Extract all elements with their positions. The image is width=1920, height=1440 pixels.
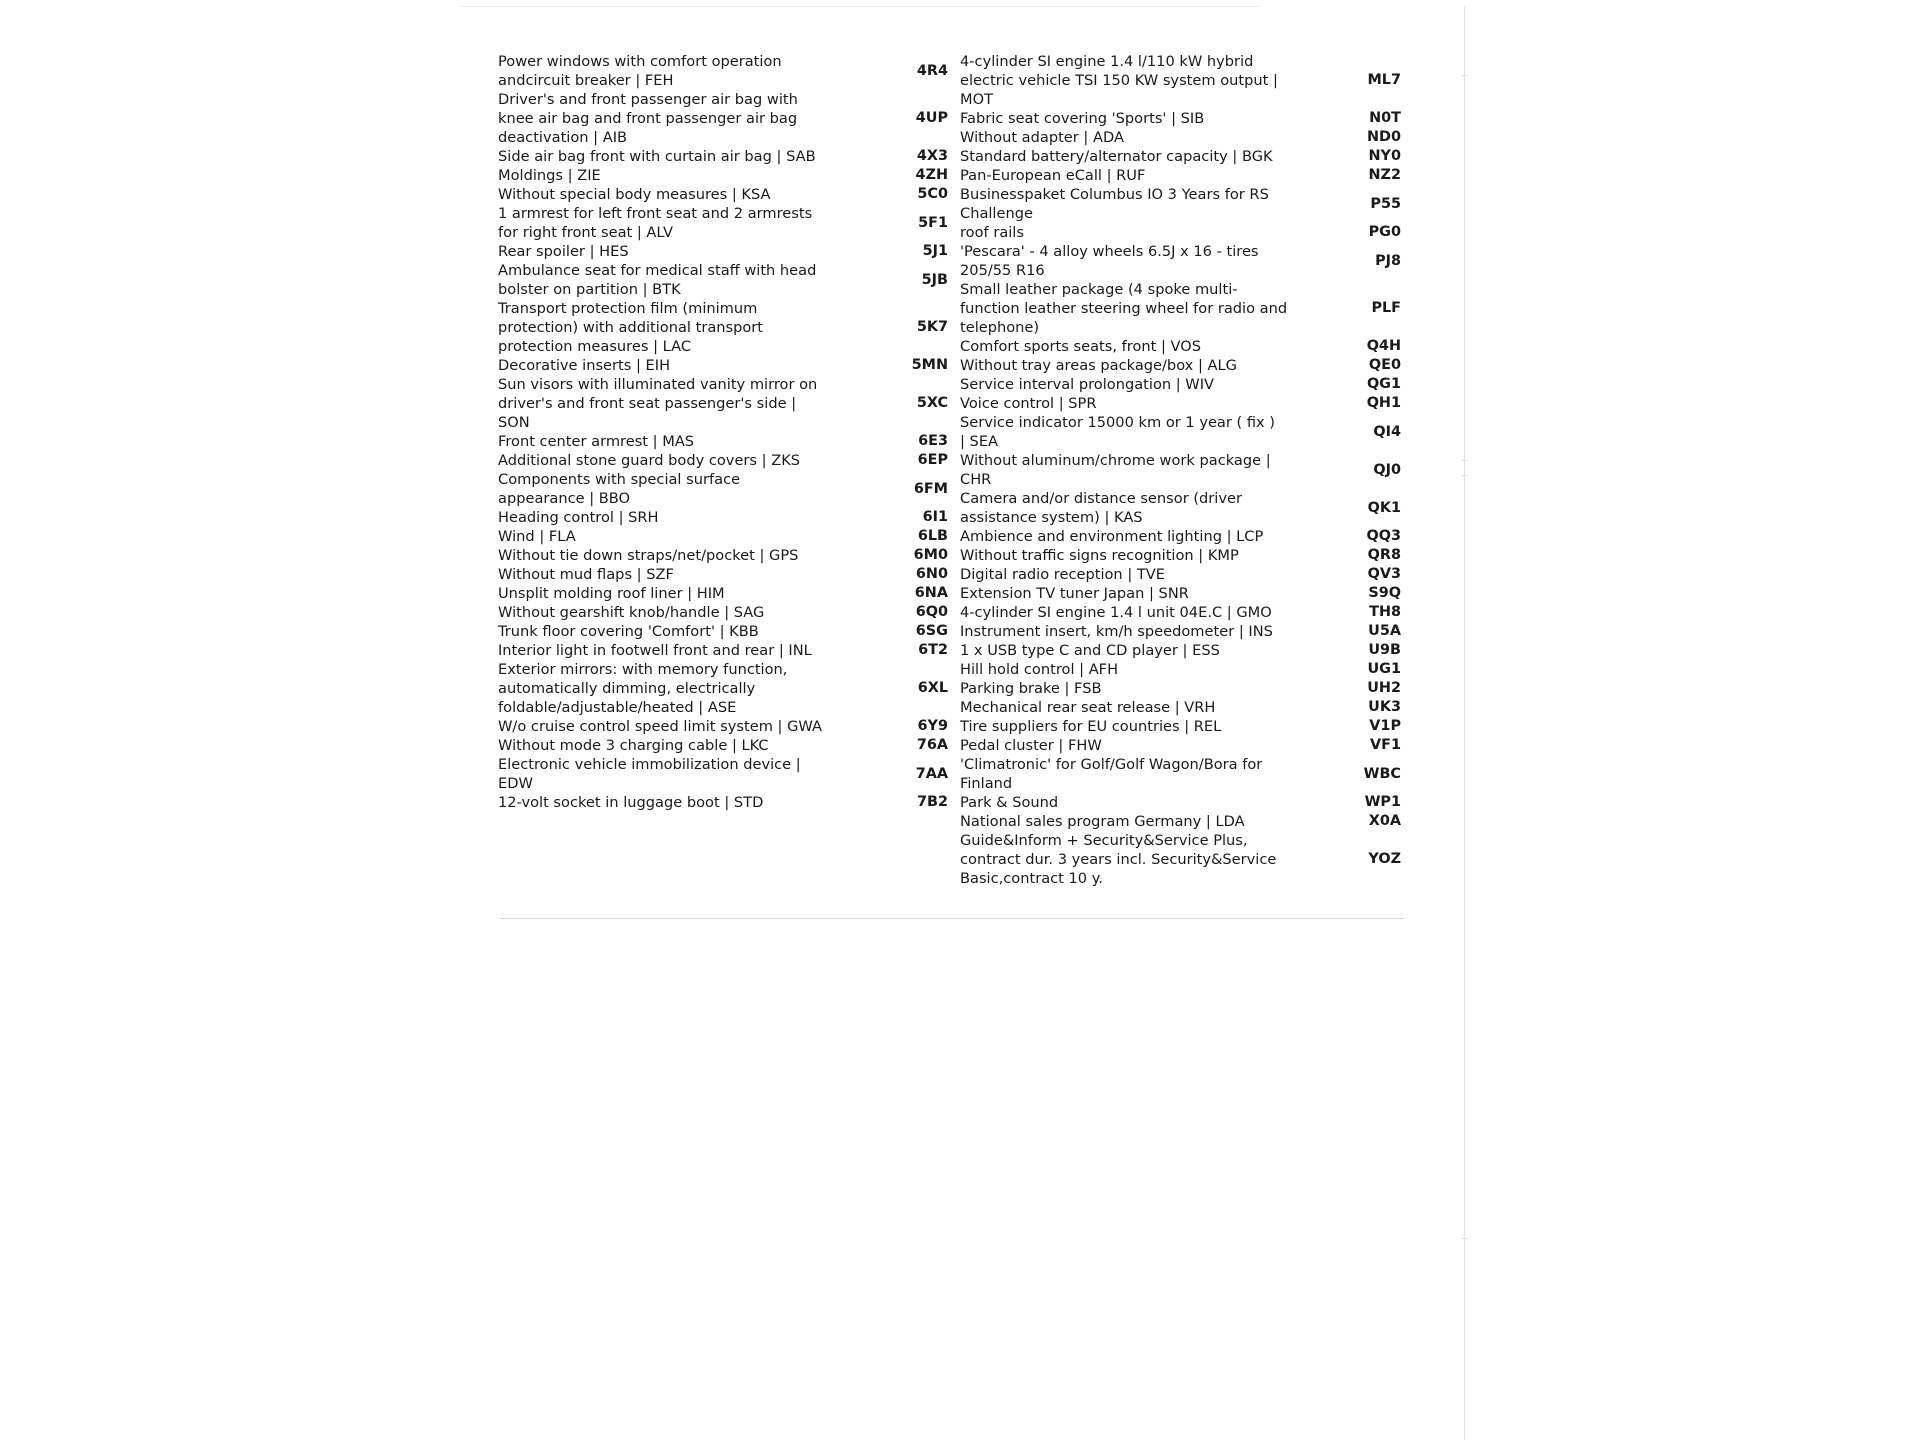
equipment-description: 1 x USB type C and CD player | ESS	[960, 642, 1220, 659]
equipment-description: 4-cylinder SI engine 1.4 l/110 kW hybrid electric vehicle TSI 150 KW system output | MOT	[960, 53, 1278, 108]
equipment-row	[498, 204, 948, 242]
equipment-code: VF1	[1370, 737, 1401, 753]
equipment-description: Transport protection film (minimum protection) with additional transport protection measures | LAC	[498, 300, 764, 355]
equipment-row	[960, 52, 1405, 109]
equipment-row	[960, 451, 1405, 489]
equipment-row	[498, 565, 948, 584]
equipment-row	[498, 90, 948, 147]
equipment-row	[498, 584, 948, 603]
equipment-row	[960, 641, 1405, 660]
equipment-description: 'Climatronic' for Golf/Golf Wagon/Bora for Finland	[960, 756, 1263, 792]
equipment-code: 6E3	[918, 433, 948, 449]
equipment-description: W/o cruise control speed limit system | GWA	[498, 718, 823, 735]
equipment-description: National sales program Germany | LDA	[960, 813, 1245, 830]
equipment-code: QV3	[1367, 566, 1401, 582]
page-edge-line	[1464, 6, 1465, 1440]
equipment-description: Park & Sound	[960, 794, 1059, 811]
equipment-row	[960, 812, 1405, 831]
equipment-row	[498, 299, 948, 356]
top-divider	[460, 6, 1260, 7]
equipment-row	[960, 356, 1405, 375]
equipment-row	[498, 603, 948, 622]
equipment-code: QH1	[1366, 395, 1401, 411]
equipment-row	[960, 166, 1405, 185]
equipment-description: Without mode 3 charging cable | LKC	[498, 737, 769, 754]
equipment-row	[498, 356, 948, 375]
equipment-code: ML7	[1367, 72, 1401, 88]
equipment-row	[498, 527, 948, 546]
equipment-row	[498, 470, 948, 508]
equipment-code: 6NA	[914, 585, 948, 601]
equipment-code: TH8	[1369, 604, 1401, 620]
equipment-code: NZ2	[1368, 167, 1401, 183]
equipment-code: S9Q	[1368, 585, 1401, 601]
equipment-row	[498, 622, 948, 641]
equipment-description: 1 armrest for left front seat and 2 armrests for right front seat | ALV	[498, 205, 813, 241]
equipment-row	[960, 793, 1405, 812]
equipment-description: Without mud flaps | SZF	[498, 566, 674, 583]
equipment-description: Camera and/or distance sensor (driver assistance system) | KAS	[960, 490, 1242, 526]
equipment-row	[498, 242, 948, 261]
equipment-description: Interior light in footwell front and rear | INL	[498, 642, 812, 659]
equipment-description: Side air bag front with curtain air bag | SAB	[498, 148, 816, 165]
equipment-description: Without adapter | ADA	[960, 129, 1124, 146]
equipment-code: UG1	[1367, 661, 1401, 677]
equipment-code: QQ3	[1366, 528, 1401, 544]
equipment-row	[960, 413, 1405, 451]
equipment-description: 4-cylinder SI engine 1.4 l unit 04E.C | GMO	[960, 604, 1272, 621]
equipment-description: Trunk floor covering 'Comfort' | KBB	[498, 623, 759, 640]
equipment-description: Ambulance seat for medical staff with head bolster on partition | BTK	[498, 262, 817, 298]
equipment-row	[498, 508, 948, 527]
equipment-description: roof rails	[960, 224, 1024, 241]
equipment-description: Pan-European eCall | RUF	[960, 167, 1146, 184]
equipment-description: Small leather package (4 spoke multi- function leather steering wheel for radio and telephone)	[960, 281, 1288, 336]
equipment-row	[960, 223, 1405, 242]
equipment-description: Power windows with comfort operation andcircuit breaker | FEH	[498, 53, 782, 89]
equipment-code: 4UP	[915, 110, 948, 126]
equipment-code: N0T	[1369, 110, 1401, 126]
equipment-description: Parking brake | FSB	[960, 680, 1102, 697]
equipment-description: Tire suppliers for EU countries | REL	[960, 718, 1222, 735]
equipment-code: 7B2	[917, 794, 948, 810]
equipment-description: Electronic vehicle immobilization device | EDW	[498, 756, 801, 792]
equipment-description: Instrument insert, km/h speedometer | INS	[960, 623, 1273, 640]
equipment-description: Without gearshift knob/handle | SAG	[498, 604, 765, 621]
equipment-code: PG0	[1368, 224, 1401, 240]
equipment-row	[960, 242, 1405, 280]
equipment-code: YOZ	[1368, 851, 1401, 867]
equipment-code: P55	[1370, 195, 1401, 212]
equipment-code: 4R4	[916, 62, 948, 79]
equipment-code: X0A	[1368, 813, 1401, 829]
equipment-row	[960, 128, 1405, 147]
equipment-row	[960, 565, 1405, 584]
equipment-description: Exterior mirrors: with memory function, automatically dimming, electrically foldable/adjustable/heated | ASE	[498, 661, 788, 716]
equipment-row	[498, 717, 948, 736]
equipment-code: 6T2	[918, 642, 948, 658]
equipment-row	[960, 755, 1405, 793]
equipment-row	[960, 584, 1405, 603]
equipment-description: Fabric seat covering 'Sports' | SIB	[960, 110, 1205, 127]
equipment-code: 6M0	[913, 547, 948, 563]
equipment-description: 12-volt socket in luggage boot | STD	[498, 794, 764, 811]
equipment-row	[960, 831, 1405, 888]
equipment-description: Comfort sports seats, front | VOS	[960, 338, 1202, 355]
equipment-code: 5F1	[918, 214, 948, 231]
equipment-row	[498, 261, 948, 299]
equipment-row	[498, 52, 948, 90]
equipment-code: 6XL	[917, 680, 948, 696]
equipment-code: 6EP	[917, 452, 948, 468]
equipment-code: QI4	[1373, 423, 1401, 440]
equipment-code: 4X3	[916, 148, 948, 164]
equipment-row	[498, 375, 948, 432]
equipment-code: NY0	[1368, 148, 1401, 164]
equipment-description: Pedal cluster | FHW	[960, 737, 1102, 754]
equipment-description: Mechanical rear seat release | VRH	[960, 699, 1216, 716]
equipment-description: Moldings | ZIE	[498, 167, 601, 184]
equipment-row	[960, 185, 1405, 223]
equipment-row	[498, 736, 948, 755]
equipment-row	[498, 641, 948, 660]
equipment-row	[498, 546, 948, 565]
equipment-description: Rear spoiler | HES	[498, 243, 629, 260]
equipment-code: 76A	[916, 737, 948, 753]
equipment-code: 4ZH	[915, 167, 948, 183]
equipment-code: 6I1	[922, 509, 948, 525]
equipment-row	[960, 622, 1405, 641]
equipment-row	[498, 451, 948, 470]
equipment-description: Additional stone guard body covers | ZKS	[498, 452, 801, 469]
equipment-row	[498, 755, 948, 793]
equipment-code: QR8	[1367, 547, 1401, 563]
equipment-list-left	[498, 52, 948, 812]
equipment-row	[960, 546, 1405, 565]
equipment-code: 5JB	[921, 271, 948, 288]
equipment-row	[498, 660, 948, 717]
equipment-description: Without traffic signs recognition | KMP	[960, 547, 1239, 564]
equipment-code: Q4H	[1366, 338, 1401, 354]
equipment-code: QE0	[1368, 357, 1401, 373]
equipment-description: Service indicator 15000 km or 1 year ( fix ) | SEA	[960, 414, 1276, 450]
equipment-row	[498, 147, 948, 166]
equipment-code: ND0	[1366, 129, 1401, 145]
equipment-description: Components with special surface appearance | BBO	[498, 471, 741, 507]
equipment-row	[960, 679, 1405, 698]
equipment-row	[960, 375, 1405, 394]
equipment-description: Standard battery/alternator capacity | BGK	[960, 148, 1273, 165]
equipment-description: Driver's and front passenger air bag with knee air bag and front passenger air bag deactivation | AIB	[498, 91, 798, 146]
equipment-row	[960, 489, 1405, 527]
equipment-code: PJ8	[1375, 252, 1401, 269]
equipment-code: V1P	[1369, 718, 1401, 734]
equipment-description: Guide&Inform + Security&Service Plus, contract dur. 3 years incl. Security&Service Basic,contract 10 y.	[960, 832, 1277, 887]
equipment-row	[960, 717, 1405, 736]
equipment-description: Digital radio reception | TVE	[960, 566, 1165, 583]
equipment-code: PLF	[1371, 300, 1401, 316]
equipment-row	[498, 793, 948, 812]
equipment-row	[960, 736, 1405, 755]
equipment-code: 6SG	[915, 623, 948, 639]
equipment-code: 6FM	[913, 480, 948, 497]
equipment-code: 6Q0	[915, 604, 948, 620]
equipment-row	[960, 394, 1405, 413]
equipment-list-right	[960, 52, 1405, 888]
equipment-code: 7AA	[915, 765, 948, 782]
equipment-description: Front center armrest | MAS	[498, 433, 695, 450]
equipment-row	[960, 660, 1405, 679]
equipment-description: Wind | FLA	[498, 528, 576, 545]
equipment-description: Without aluminum/chrome work package | CHR	[960, 452, 1271, 488]
equipment-code: 6LB	[917, 528, 948, 544]
equipment-code: UK3	[1368, 699, 1401, 715]
equipment-row	[960, 603, 1405, 622]
equipment-description: Extension TV tuner Japan | SNR	[960, 585, 1189, 602]
equipment-row	[960, 527, 1405, 546]
equipment-code: U9B	[1368, 642, 1401, 658]
equipment-description: Heading control | SRH	[498, 509, 659, 526]
equipment-description: Sun visors with illuminated vanity mirror on driver's and front seat passenger's side | SON	[498, 376, 818, 431]
equipment-code: 5XC	[916, 395, 948, 411]
equipment-code: QG1	[1366, 376, 1401, 392]
equipment-code: UH2	[1367, 680, 1401, 696]
equipment-row	[498, 432, 948, 451]
equipment-row	[960, 147, 1405, 166]
equipment-description: Unsplit molding roof liner | HIM	[498, 585, 725, 602]
equipment-code: QK1	[1367, 499, 1401, 516]
equipment-code: WBC	[1363, 765, 1401, 782]
equipment-row	[960, 337, 1405, 356]
equipment-description: Hill hold control | AFH	[960, 661, 1119, 678]
equipment-row	[960, 698, 1405, 717]
equipment-code: WP1	[1364, 794, 1401, 810]
equipment-code: 6N0	[915, 566, 948, 582]
equipment-code: 6Y9	[917, 718, 948, 734]
equipment-code: 5MN	[911, 357, 948, 373]
equipment-code: 5C0	[917, 186, 948, 202]
equipment-description: Without tray areas package/box | ALG	[960, 357, 1237, 374]
equipment-description: Without tie down straps/net/pocket | GPS	[498, 547, 799, 564]
equipment-code: U5A	[1368, 623, 1401, 639]
equipment-row	[960, 109, 1405, 128]
equipment-row	[960, 280, 1405, 337]
equipment-description: Service interval prolongation | WIV	[960, 376, 1215, 393]
equipment-description: Ambience and environment lighting | LCP	[960, 528, 1264, 545]
equipment-code: 5K7	[916, 319, 948, 335]
equipment-description: Decorative inserts | EIH	[498, 357, 671, 374]
equipment-description: Without special body measures | KSA	[498, 186, 771, 203]
equipment-row	[498, 185, 948, 204]
equipment-description: Voice control | SPR	[960, 395, 1097, 412]
equipment-description: Businesspaket Columbus IO 3 Years for RS Challenge	[960, 186, 1269, 222]
equipment-code: QJ0	[1373, 461, 1401, 478]
equipment-row	[498, 166, 948, 185]
bottom-divider	[500, 918, 1404, 919]
equipment-code: 5J1	[922, 243, 948, 259]
equipment-description: 'Pescara' - 4 alloy wheels 6.5J x 16 - tires 205/55 R16	[960, 243, 1259, 279]
